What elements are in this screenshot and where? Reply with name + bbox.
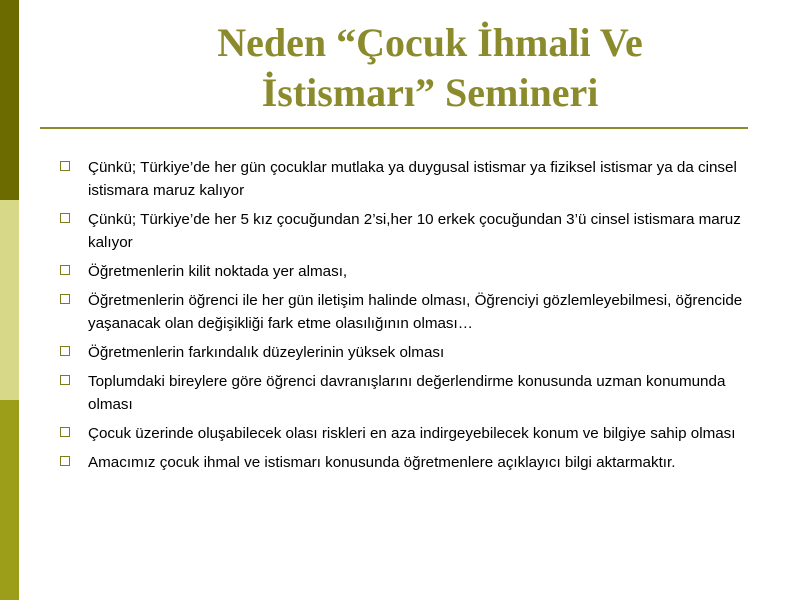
bullet-text: Öğretmenlerin kilit noktada yer alması, (88, 263, 348, 280)
bullet-item (60, 370, 760, 416)
bullet-text: Çünkü; Türkiye’de her gün çocuklar mutlaka ya duygusal istismar ya fiziksel istismar ya da cinsel istismara maruz kalıyor (88, 159, 737, 199)
hollow-square-bullet-icon (60, 427, 70, 437)
hollow-square-bullet-icon (60, 265, 70, 275)
hollow-square-bullet-icon (60, 375, 70, 385)
left-decorative-bar (0, 0, 19, 600)
bullet-text: Çünkü; Türkiye’de her 5 kız çocuğundan 2’si,her 10 erkek çocuğundan 3’ü cinsel istismara maruz kalıyor (88, 211, 741, 251)
title-underline-rule (40, 127, 748, 129)
bullet-item (60, 289, 760, 335)
hollow-square-bullet-icon (60, 294, 70, 304)
bullet-item (60, 208, 760, 254)
hollow-square-bullet-icon (60, 161, 70, 171)
bullet-list (60, 156, 760, 480)
bullet-text: Amacımız çocuk ihmal ve istismarı konusunda öğretmenlere açıklayıcı bilgi aktarmaktır. (88, 454, 676, 471)
bullet-text: Öğretmenlerin öğrenci ile her gün iletişim halinde olması, Öğrenciyi gözlemleyebilmesi, öğrencide yaşanacak olan değişikliği fark etme olasılığının olması… (88, 292, 743, 332)
bullet-item (60, 451, 760, 474)
slide-title-line-1: Neden “Çocuk İhmali Ve (217, 20, 643, 65)
bullet-text: Çocuk üzerinde oluşabilecek olası riskleri en aza indirgeyebilecek konum ve bilgiye sahip olması (88, 425, 736, 442)
hollow-square-bullet-icon (60, 346, 70, 356)
left-bar-segment-light (0, 200, 19, 400)
left-bar-segment-mid (0, 400, 19, 600)
slide-title (100, 18, 760, 118)
hollow-square-bullet-icon (60, 213, 70, 223)
bullet-item (60, 260, 760, 283)
bullet-item (60, 341, 760, 364)
bullet-text: Öğretmenlerin farkındalık düzeylerinin yüksek olması (88, 344, 445, 361)
bullet-text: Toplumdaki bireylere göre öğrenci davranışlarını değerlendirme konusunda uzman konumunda olması (88, 373, 726, 413)
left-bar-segment-dark (0, 0, 19, 200)
bullet-item (60, 422, 760, 445)
bullet-item (60, 156, 760, 202)
slide-title-line-2: İstismarı” Semineri (261, 70, 599, 115)
hollow-square-bullet-icon (60, 456, 70, 466)
